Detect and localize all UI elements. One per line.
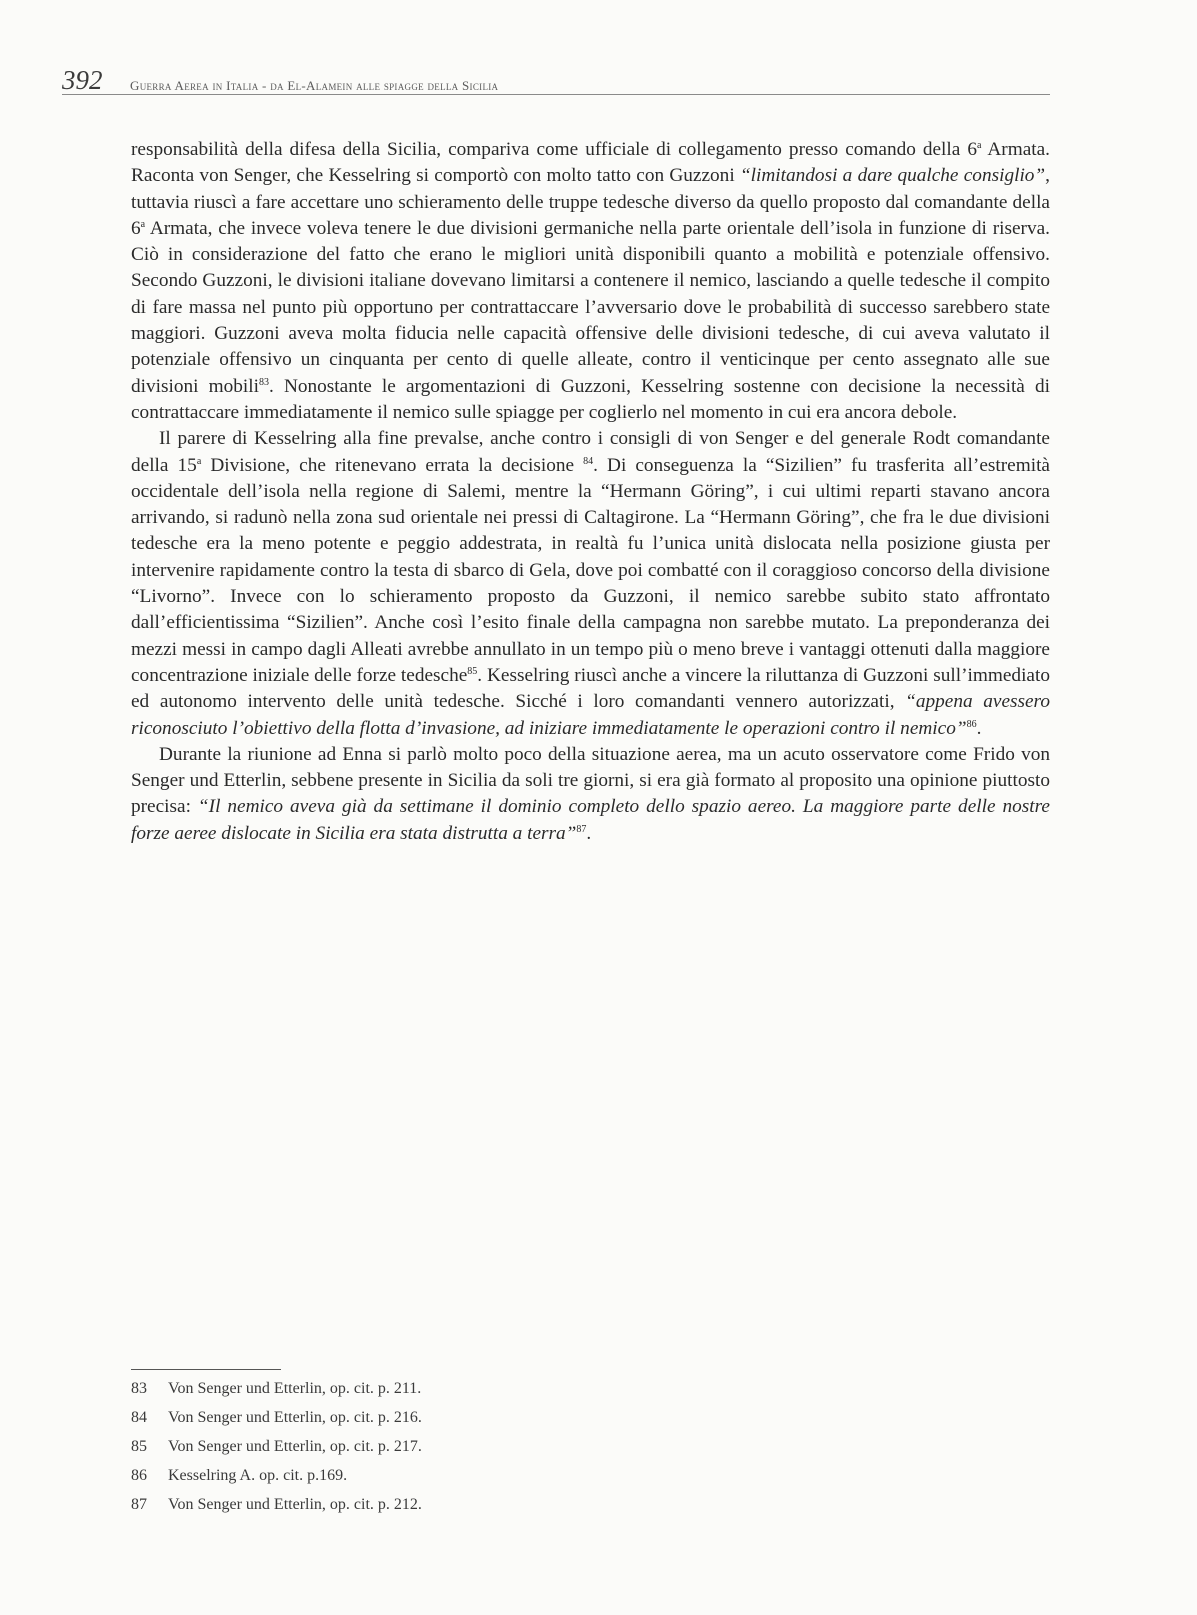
footnote-number: 85: [131, 1438, 147, 1455]
text-span: .: [586, 822, 592, 844]
paragraph-2: [131, 426, 1050, 742]
footnote-item: [131, 1432, 731, 1461]
text-span: Armata, che invece voleva tenere le due divisioni germaniche nella parte orientale dell’isola in funzione di riserva. Ciò in considerazione del fatto che erano le migliori unità disponibili quanto a mobilità e potenziale offensivo. Secondo Guzzoni, le divisioni italiane dovevano limitarsi a contenere il nemico, lasciando a quelle tedesche il compito di fare massa nel punto più opportuno per contrattaccare l’avversario dove le probabilità di successo sarebbero state maggiori. Guzzoni aveva molta fiducia nelle capacità offensive delle divisioni tedesche, di cui aveva valutato il potenziale offensivo un cinquanta per cento di quelle alleate, contro il venticinque per cento assegnato alle sue divisioni mobili: [131, 217, 1050, 397]
running-title: Guerra Aerea in Italia - da El-Alamein alle spiagge della Sicilia: [130, 78, 499, 93]
text-span: Armata. Raconta von Senger, che Kesselring si comportò con molto tatto con Guzzoni: [131, 139, 1050, 187]
footnote-number: 84: [131, 1409, 147, 1426]
paragraph-3: [131, 742, 1050, 847]
page-number: 392: [62, 65, 103, 95]
text-span: . Nonostante le argomentazioni di Guzzoni, Kesselring sostenne con decisione la necessità di contrattaccare immediatamente il nemico sulle spiagge per coglierlo nel momento in cui era ancora debole.: [131, 375, 1050, 423]
footnotes: [131, 1374, 731, 1519]
italic-quote: “limitandosi a dare qualche consiglio”: [739, 165, 1046, 187]
main-text: [131, 137, 1050, 847]
footnote-ref: 84: [583, 455, 594, 467]
footnote-text: Von Senger und Etterlin, op. cit. p. 212.: [168, 1496, 422, 1513]
footnote-separator: [131, 1369, 281, 1370]
running-header: [62, 66, 1050, 95]
footnote-text: Von Senger und Etterlin, op. cit. p. 211.: [168, 1380, 422, 1397]
footnote-ref: 87: [576, 823, 587, 835]
ordinal-superscript: a: [140, 218, 146, 230]
footnote-item: [131, 1403, 731, 1432]
footnote-item: [131, 1461, 731, 1490]
footnote-ref: 83: [259, 376, 269, 388]
footnote-ref: 85: [467, 665, 478, 677]
text-span: , tuttavia riuscì a fare accettare uno schieramento delle truppe tedesche diverso da quello proposto dal comandante della 6: [131, 165, 1050, 239]
text-span: Il parere di Kesselring alla fine prevalse, anche contro i consigli di von Senger e del generale Rodt comandante della 15: [131, 428, 1050, 476]
text-span: Divisione, che ritenevano errata la decisione: [201, 454, 584, 476]
footnote-text: Von Senger und Etterlin, op. cit. p. 217.: [168, 1438, 422, 1455]
footnote-number: 83: [131, 1380, 147, 1397]
footnote-number: 86: [131, 1467, 147, 1484]
footnote-item: [131, 1490, 731, 1519]
ordinal-superscript: a: [976, 140, 982, 151]
ordinal-superscript: a: [196, 455, 202, 467]
footnote-text: Kesselring A. op. cit. p.169.: [168, 1467, 348, 1484]
footnote-item: [131, 1374, 731, 1403]
text-span: Durante la riunione ad Enna si parlò molto poco della situazione aerea, ma un acuto osservatore come Frido von Senger und Etterlin, sebbene presente in Sicilia da soli tre giorni, si era già formato al proposito una opinione piuttosto precisa:: [131, 743, 1050, 818]
footnote-text: Von Senger und Etterlin, op. cit. p. 216.: [168, 1409, 422, 1426]
text-span: .: [976, 717, 982, 739]
italic-quote: “appena avessero riconosciuto l’obiettivo della flotta d’invasione, ad iniziare immediatamente le operazioni contro il nemico”: [131, 691, 1050, 739]
footnote-ref: 86: [966, 718, 977, 730]
text-span: . Kesselring riuscì anche a vincere la riluttanza di Guzzoni sull’immediato ed autonomo intervento delle unità tedesche. Sicché i loro comandanti vennero autorizzati,: [131, 664, 1050, 713]
paragraph-1: [131, 137, 1050, 426]
italic-quote: “Il nemico aveva già da settimane il dominio completo dello spazio aereo. La maggiore parte delle nostre forze aeree dislocate in Sicilia era stata distrutta a terra”: [131, 796, 1050, 844]
text-span: . Di conseguenza la “Sizilien” fu trasferita all’estremità occidentale dell’isola nella regione di Salemi, mentre la “Hermann Göring”, i cui ultimi reparti stavano ancora arrivando, si radunò nella zona sud orientale nei pressi di Caltagirone. La “Hermann Göring”, che fra le due divisioni tedesche era la meno potente e peggio addestrata, in realtà fu l’unica unità dislocata nella posizione giusta per intervenire rapidamente contro la testa di sbarco di Gela, dove poi combatté con il coraggioso concorso della divisione “Livorno”. Invece con lo schieramento proposto da Guzzoni, il nemico sarebbe subito stato affrontato dall’efficientissima “Sizilien”. Anche così l’esito finale della campagna non sarebbe mutato. La preponderanza dei mezzi messi in campo dagli Alleati avrebbe annullato in un tempo più o meno breve i vantaggi ottenuti dalla maggiore concentrazione iniziale delle forze tedesche: [131, 454, 1050, 686]
footnote-number: 87: [131, 1496, 147, 1513]
text-span: responsabilità della difesa della Sicilia, compariva come ufficiale di collegamento presso comando della 6: [131, 139, 977, 160]
